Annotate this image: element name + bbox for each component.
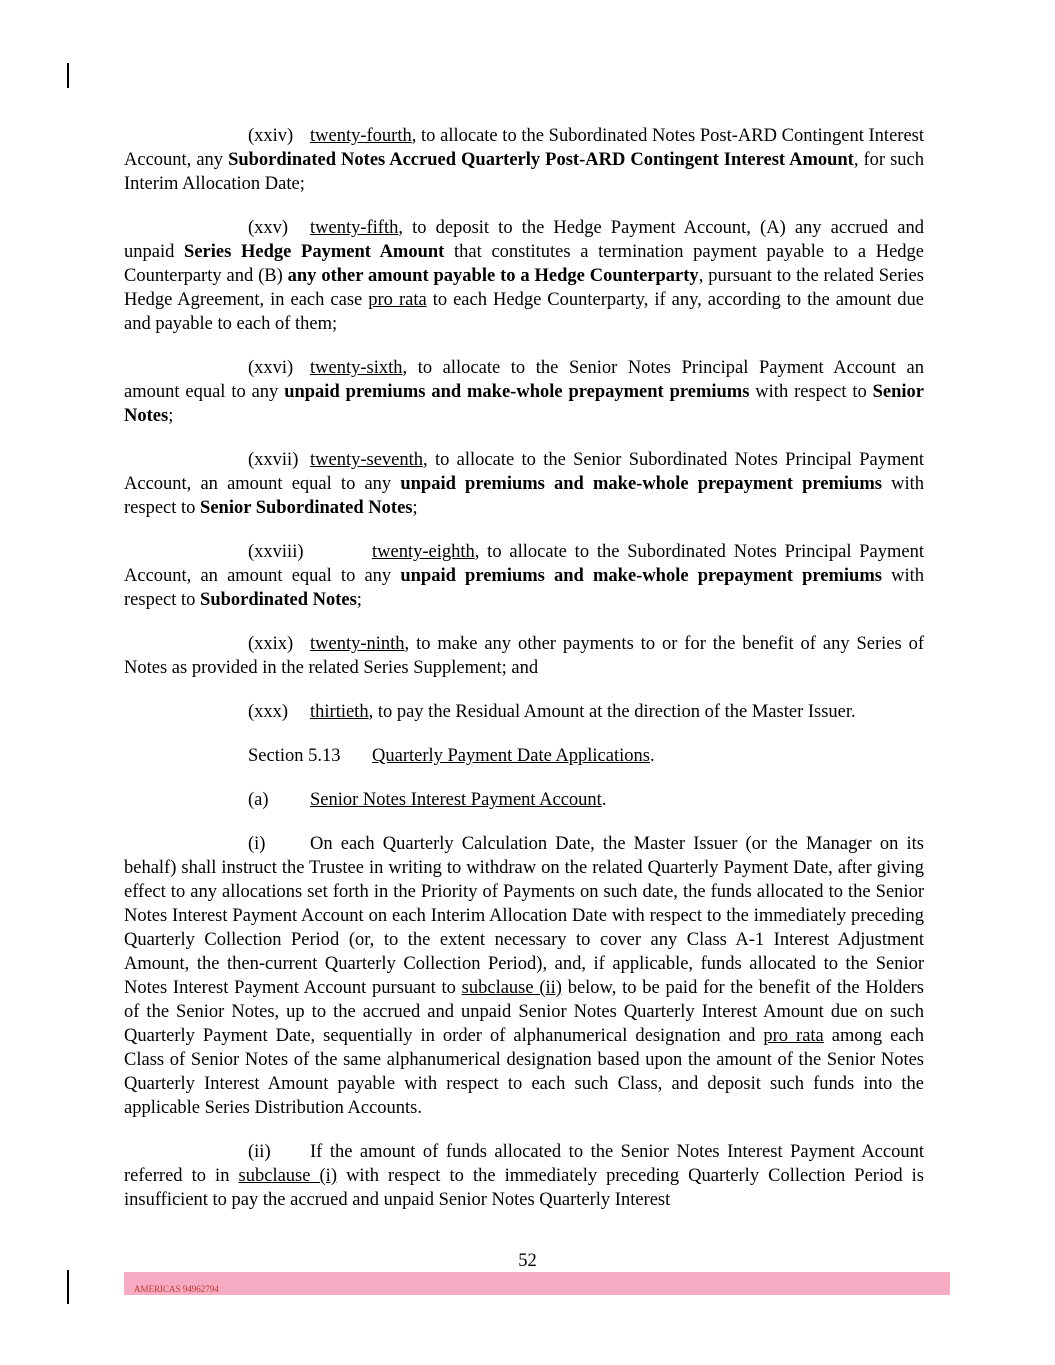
defined-term: any other amount payable to a Hedge Counterparty — [287, 266, 699, 286]
clause-label: (xxx) — [248, 702, 289, 722]
clause-ordinal: twenty-ninth — [310, 634, 405, 654]
cross-reference: subclause (ii) — [461, 978, 562, 998]
item-ii: (ii) If the amount of funds allocated to the Senior Notes Interest Payment Account referred to in subclause (i) with respect to the immediately preceding Quarterly Collection Period is insufficient to pay the accrued and unpaid Senior Notes Quarterly Interest — [124, 1142, 924, 1210]
defined-term: Senior Notes — [124, 382, 924, 426]
subsection-label: (a) — [248, 790, 269, 810]
subsection-title: Senior Notes Interest Payment Account — [310, 790, 602, 810]
subsection-a-heading: (a) Senior Notes Interest Payment Account. — [248, 790, 607, 810]
clause-xxviii: (xxviii) twenty-eighth, to allocate to the Subordinated Notes Principal Payment Account, an amount equal to any unpaid premiums and make-whole prepayment premiums with respect to Subordinated Notes; — [124, 542, 924, 610]
defined-term: Subordinated Notes — [200, 590, 357, 610]
document-id: AMERICAS 94962794 — [134, 1284, 219, 1294]
clause-xxiv: (xxiv) twenty-fourth, to allocate to the Subordinated Notes Post-ARD Contingent Interest Account, any Subordinated Notes Accrued Quarterly Post-ARD Contingent Interest Amount, for such Interim Allocation Date; — [124, 126, 924, 194]
clause-ordinal: twenty-fourth — [310, 126, 412, 146]
defined-term: unpaid premiums and make-whole prepayment premiums — [400, 566, 882, 586]
page-number: 52 — [518, 1251, 537, 1271]
clause-label: (xxvi) — [248, 358, 294, 378]
section-label: Section 5.13 — [248, 746, 341, 766]
defined-term: unpaid premiums and make-whole prepayment premiums — [400, 474, 882, 494]
defined-term: Subordinated Notes Accrued Quarterly Post-ARD Contingent Interest Amount — [228, 150, 854, 170]
document-body — [124, 124, 924, 1212]
clause-ordinal: thirtieth — [310, 702, 369, 722]
revision-bar-bottom — [67, 1270, 69, 1304]
clause-label: (xxiv) — [248, 126, 294, 146]
clause-xxvi: (xxvi) twenty-sixth, to allocate to the Senior Notes Principal Payment Account an amount equal to any unpaid premiums and make-whole prepayment premiums with respect to Senior Notes; — [124, 358, 924, 426]
item-label: (i) — [248, 834, 266, 854]
clause-label: (xxviii) — [248, 542, 304, 562]
defined-term: Series Hedge Payment Amount — [184, 242, 445, 262]
clause-ordinal: twenty-fifth — [310, 218, 399, 238]
underlined-term: pro rata — [763, 1026, 824, 1046]
clause-ordinal: twenty-eighth — [372, 542, 475, 562]
defined-term: Senior Subordinated Notes — [200, 498, 413, 518]
clause-ordinal: twenty-seventh — [310, 450, 424, 470]
clause-ordinal: twenty-sixth — [310, 358, 403, 378]
item-label: (ii) — [248, 1142, 271, 1162]
underlined-term: pro rata — [368, 290, 427, 310]
clause-xxvii: (xxvii) twenty-seventh, to allocate to the Senior Subordinated Notes Principal Payment Account, an amount equal to any unpaid premiums and make-whole prepayment premiums with respect to Senior Subordinated Notes; — [124, 450, 924, 518]
cross-reference: subclause (i) — [238, 1166, 337, 1186]
clause-xxix: (xxix) twenty-ninth, to make any other payments to or for the benefit of any Series of Notes as provided in the related Series Supplement; and — [124, 634, 924, 678]
clause-xxx: (xxx) thirtieth, to pay the Residual Amount at the direction of the Master Issuer. — [248, 702, 856, 722]
clause-label: (xxvii) — [248, 450, 299, 470]
section-heading: Section 5.13 Quarterly Payment Date Applications. — [248, 746, 655, 766]
defined-term: unpaid premiums and make-whole prepayment premiums — [284, 382, 750, 402]
clause-label: (xxix) — [248, 634, 294, 654]
item-i: (i) On each Quarterly Calculation Date, the Master Issuer (or the Manager on its behalf) shall instruct the Trustee in writing to withdraw on the related Quarterly Payment Date, after giving effect to any allocations set forth in the Priority of Payments on such date, the funds allocated to the Senior Notes Interest Payment Account on each Interim Allocation Date with respect to the immediately preceding Quarterly Collection Period (or, to the extent necessary to cover any Class A-1 Interest Adjustment Amount, the then-current Quarterly Collection Period), and, if applicable, funds allocated to the Senior Notes Interest Payment Account pursuant to subclause (ii) below, to be paid for the benefit of the Holders of the Senior Notes, up to the accrued and unpaid Senior Notes Quarterly Interest Amount due on such Quarterly Payment Date, sequentially in order of alphanumerical designation and pro rata among each Class of Senior Notes of the same alphanumerical designation based upon the amount of the Senior Notes Quarterly Interest Amount payable with respect to each such Class, and deposit such funds into the applicable Series Distribution Accounts. — [124, 834, 924, 1118]
section-title: Quarterly Payment Date Applications — [372, 746, 650, 766]
footer-band — [124, 1272, 950, 1295]
clause-label: (xxv) — [248, 218, 289, 238]
revision-bar-top — [67, 63, 69, 88]
clause-xxv: (xxv) twenty-fifth, to deposit to the Hedge Payment Account, (A) any accrued and unpaid Series Hedge Payment Amount that constitutes a termination payment payable to a Hedge Counterparty and (B) any other amount payable to a Hedge Counterparty, pursuant to the related Series Hedge Agreement, in each case pro rata to each Hedge Counterparty, if any, according to the amount due and payable to each of them; — [124, 218, 924, 334]
